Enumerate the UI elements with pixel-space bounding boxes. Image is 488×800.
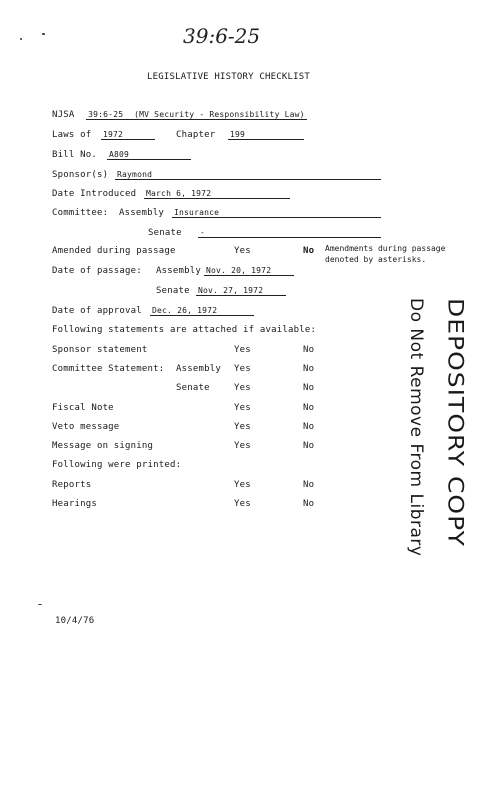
statement-yes: Yes [234,422,251,432]
njsa-label: NJSA [52,110,75,120]
njsa-row [52,110,307,120]
statement-label: Committee Statement: [52,364,165,374]
committee-senate-label: Senate [148,228,182,238]
statement-no: No [303,345,315,355]
statement-label: Veto message [52,422,120,432]
statements-heading: Following statements are attached if available: [52,325,317,335]
statement-no: No [303,403,315,413]
statement-no: No [303,441,315,451]
statement-yes: Yes [234,441,251,451]
date-of-passage-label: Date of passage: [52,266,142,276]
committee-label: Committee: [52,208,109,218]
date-introduced-label: Date Introduced [52,189,137,199]
speck [42,33,45,35]
amended-no: No [303,246,315,256]
sponsors-label: Sponsor(s) [52,170,109,180]
statement-yes: Yes [234,364,251,374]
statement-yes: Yes [234,345,251,355]
speck [20,38,22,40]
depository-stamp [390,298,480,557]
printed-no: No [303,499,315,509]
statement-no: No [303,422,315,432]
statement-no: No [303,364,315,374]
stamp-line-1: DEPOSITORY COPY [443,298,468,547]
date-of-approval-value: Dec. 26, 1972 [150,306,254,316]
amended-yes: Yes [234,246,251,256]
statement-sub-label: Senate [176,383,210,393]
printed-label: Reports [52,480,92,490]
committee-assembly-label: Assembly [119,208,164,218]
printed-no: No [303,480,315,490]
printed-heading: Following were printed: [52,460,182,470]
bill-no-label: Bill No. [52,150,97,160]
laws-of-label: Laws of [52,130,92,140]
statement-label: Message on signing [52,441,154,451]
chapter-label: Chapter [176,130,216,140]
laws-of-value: 1972 [101,130,155,140]
footer-date: 10/4/76 [55,616,95,626]
page-title: LEGISLATIVE HISTORY CHECKLIST [147,72,310,82]
printed-label: Hearings [52,499,97,509]
statement-sub-label: Assembly [176,364,221,374]
amended-note-line1: Amendments during passage [325,244,446,253]
njsa-value: 39:6-25 [86,110,130,120]
committee-senate-value: - [198,228,381,238]
statement-label: Sponsor statement [52,345,148,355]
handwritten-number: 39:6-25 [183,24,261,48]
statement-yes: Yes [234,403,251,413]
amended-note-line2: denoted by asterisks. [325,255,427,264]
statement-no: No [303,383,315,393]
bill-no-value: A809 [107,150,191,160]
passage-assembly-label: Assembly [156,266,201,276]
amended-label: Amended during passage [52,246,176,256]
date-introduced-value: March 6, 1972 [144,189,290,199]
chapter-value: 199 [228,130,304,140]
printed-yes: Yes [234,499,251,509]
date-of-approval-label: Date of approval [52,306,142,316]
speck [38,604,42,605]
printed-yes: Yes [234,480,251,490]
statement-label: Fiscal Note [52,403,114,413]
committee-assembly-value: Insurance [172,208,381,218]
njsa-note: (MV Security - Responsibility Law) [130,110,307,120]
sponsors-value: Raymond [115,170,381,180]
passage-senate-label: Senate [156,286,190,296]
passage-assembly-value: Nov. 20, 1972 [204,266,294,276]
passage-senate-value: Nov. 27, 1972 [196,286,286,296]
statement-yes: Yes [234,383,251,393]
stamp-line-2: Do Not Remove From Library [406,298,426,557]
